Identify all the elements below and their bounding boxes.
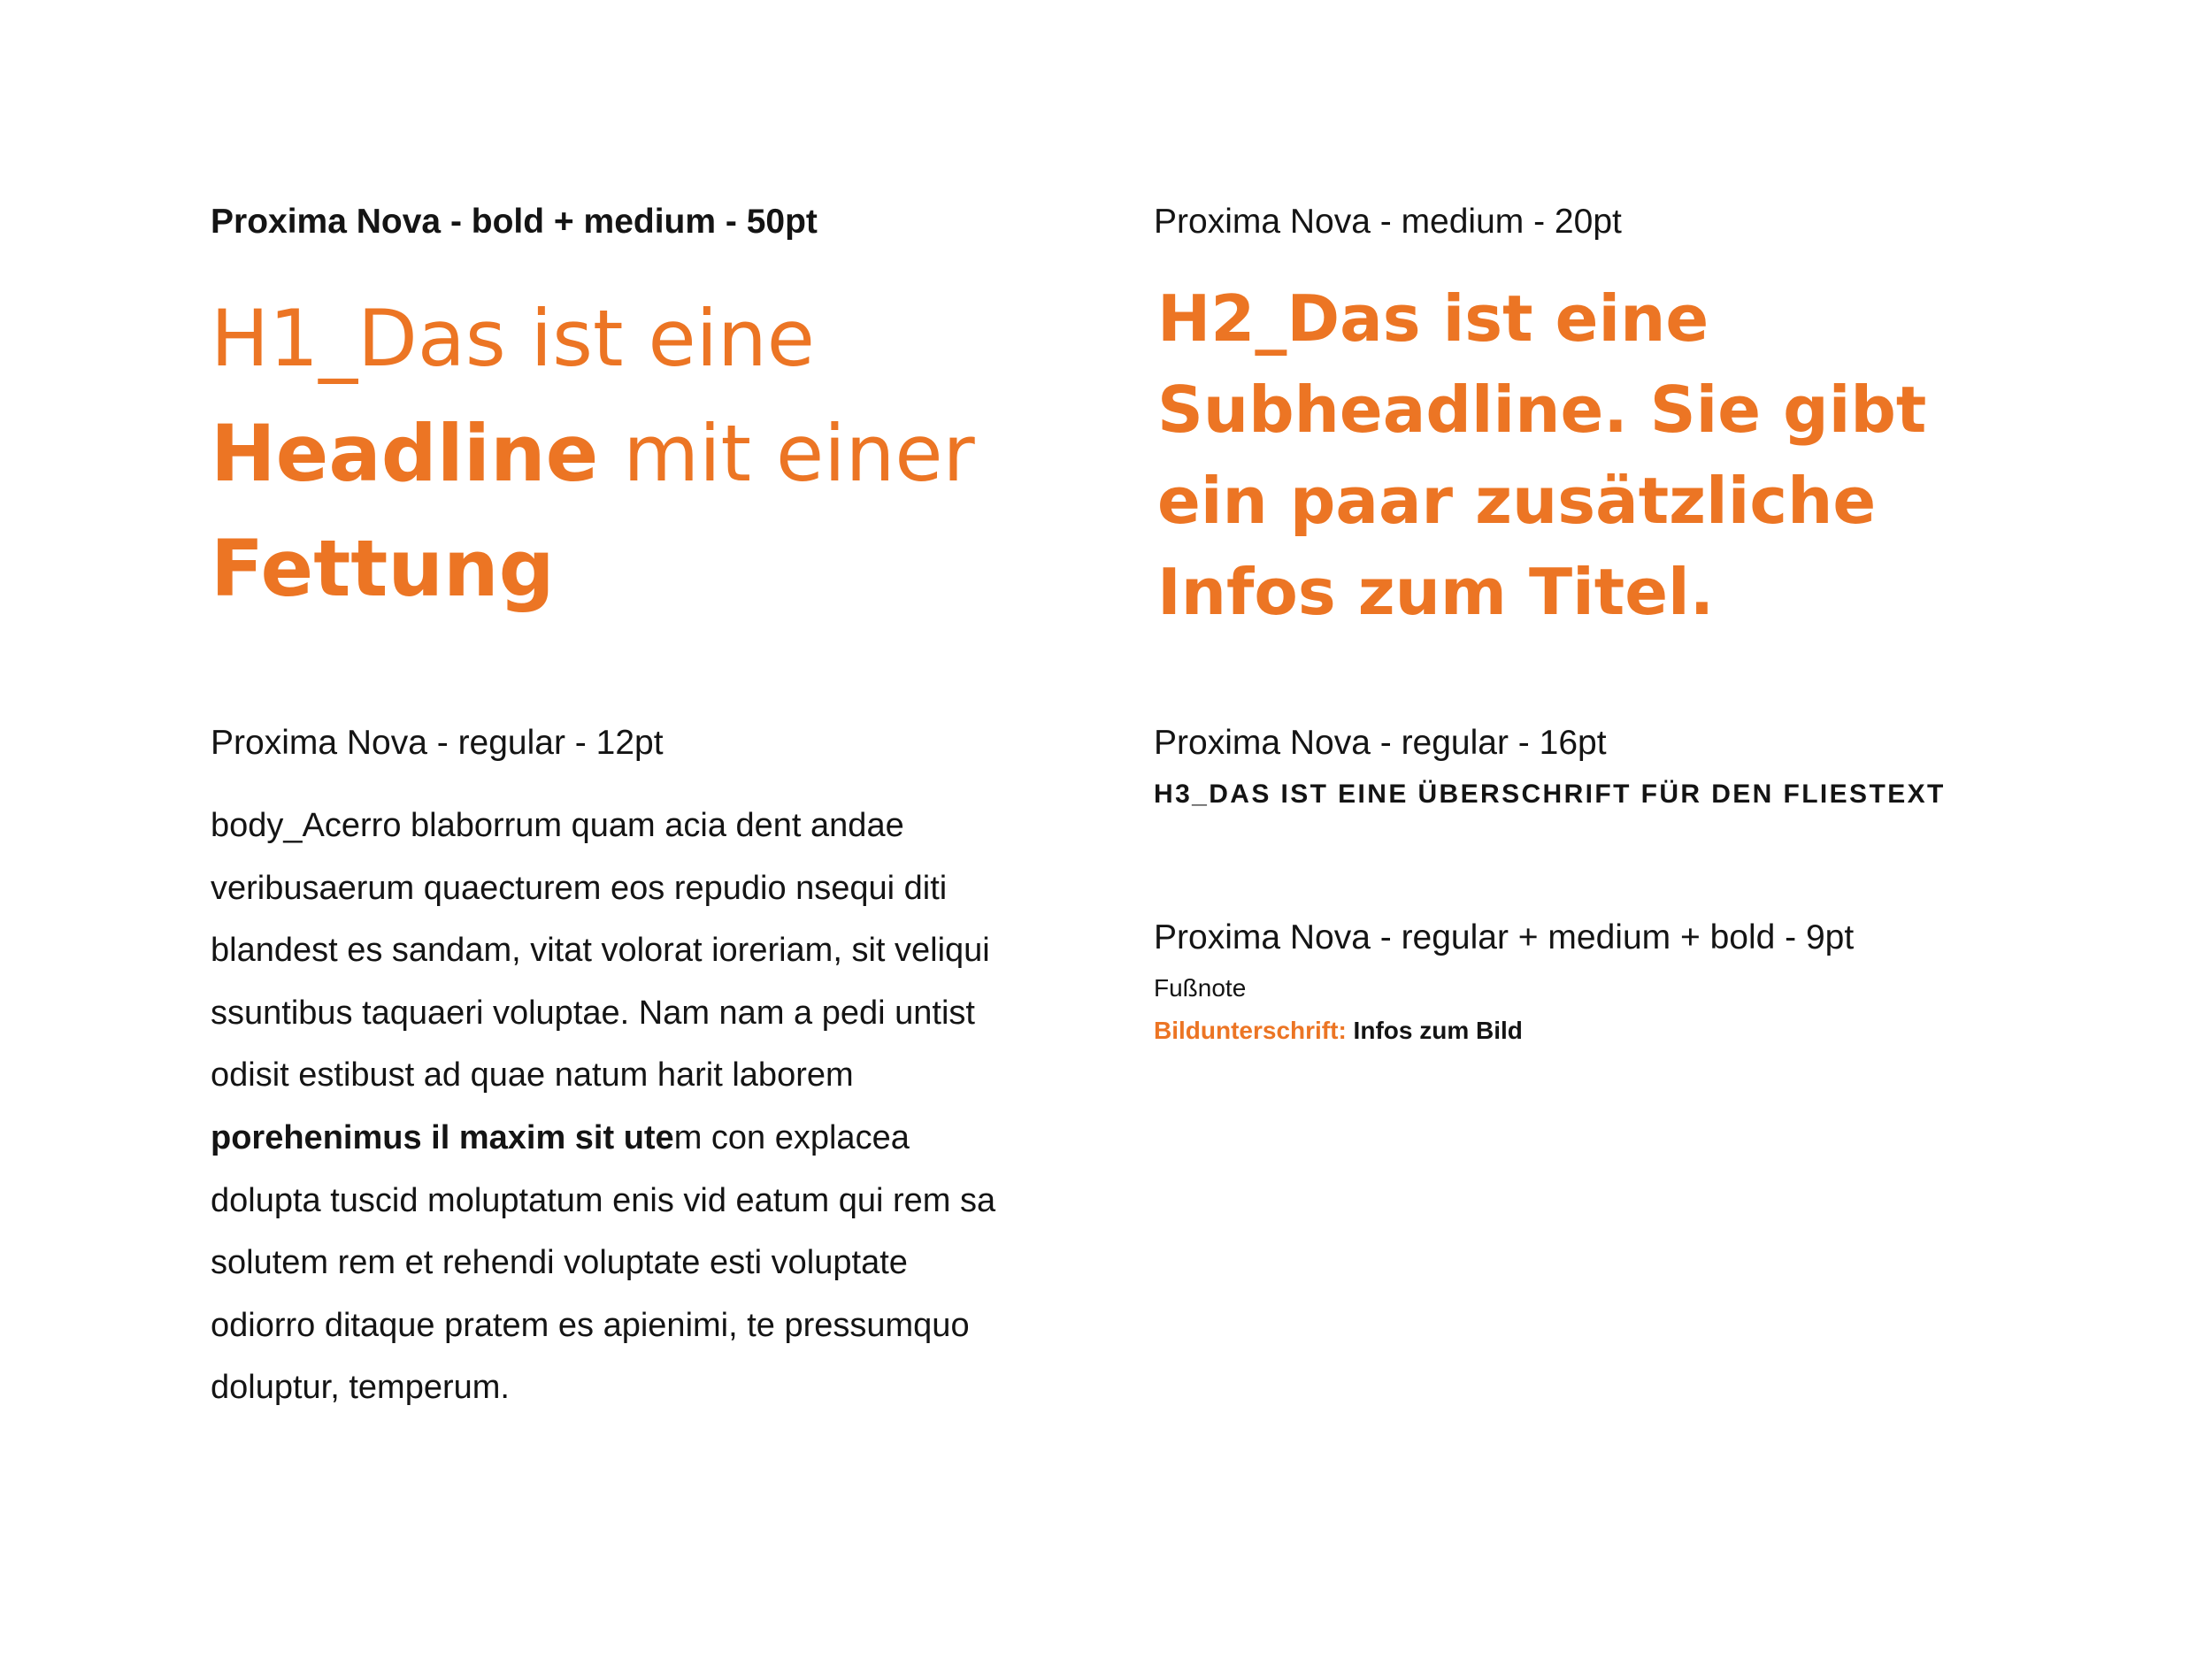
h1-sample-headline	[211, 281, 1007, 626]
body-bold-phrase: porehenimus il maxim sit ute	[211, 1118, 674, 1156]
footnote-sample: Fußnote	[1154, 974, 1247, 1002]
h1-bold-word: Headline	[211, 408, 599, 499]
body-sample-paragraph	[211, 795, 1007, 1419]
h2-sample-subheadline: H2_Das ist eine Subheadline. Sie gibt ein paar zusätzliche Infos zum Titel.	[1157, 281, 1927, 629]
h2-font-spec: Proxima Nova - medium - 20pt	[1154, 203, 1622, 241]
body-font-spec: Proxima Nova - regular - 12pt	[211, 724, 664, 762]
body-text-end: m con explacea dolupta tuscid moluptatum enis vid eatum qui rem sa solutem rem et rehendi voluptate esti voluptate odiorro ditaque pratem es apienimi, te pressumquo doluptur, temperum.	[211, 1118, 996, 1407]
image-caption-sample	[1154, 1016, 1523, 1046]
h1-line-2-rest: mit einer	[598, 408, 975, 499]
h1-line-1: H1_Das ist eine	[211, 293, 815, 384]
h1-font-spec: Proxima Nova - bold + medium - 50pt	[211, 203, 818, 241]
h3-font-spec: Proxima Nova - regular - 16pt	[1154, 724, 1607, 762]
h3-sample-heading: H3_DAS IST EINE ÜBERSCHRIFT FÜR DEN FLIESTEXT	[1154, 780, 1946, 809]
small-text-font-spec: Proxima Nova - regular + medium + bold - 9pt	[1154, 918, 1855, 956]
caption-label: Bildunterschrift:	[1154, 1017, 1347, 1044]
h1-line-3: Fettung	[211, 523, 555, 614]
caption-text: Infos zum Bild	[1346, 1017, 1523, 1044]
body-text-start: body_Acerro blaborrum quam acia dent andae veribusaerum quaecturem eos repudio nsequi diti blandest es sandam, vitat volorat ioreriam, sit veliqui ssuntibus taquaeri voluptae. Nam nam a pedi untist odisit estibust ad quae natum harit laborem	[211, 807, 990, 1094]
